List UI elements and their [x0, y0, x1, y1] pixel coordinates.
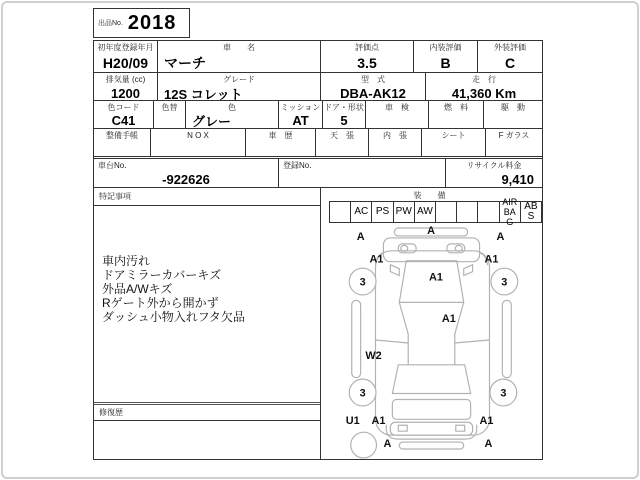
damage-code-labels: [346, 225, 508, 450]
field-transmission: [279, 101, 323, 128]
equipment-cell-aw: AW: [414, 201, 435, 223]
maintenance-book-value: [94, 141, 150, 156]
field-nox: [151, 129, 246, 156]
color-value: グレー: [192, 114, 232, 128]
front-glass-label: F ガラス: [498, 130, 530, 140]
registration-no-label: 登録No．: [283, 161, 318, 170]
field-maintenance-book: [94, 129, 151, 156]
first-registration-label: 初年度登録年月: [97, 43, 154, 52]
damage-diagram: [321, 223, 542, 459]
car-diagram-svg: [321, 223, 542, 459]
damage-code-w2: W2: [365, 349, 382, 362]
model-code-value: DBA-AK12: [340, 86, 406, 100]
field-seat: [422, 129, 486, 156]
door-trim-value: [369, 141, 421, 156]
field-door-trim: [369, 129, 422, 156]
door-trim-label: 内 張: [383, 130, 407, 140]
maintenance-book-label: 整備手帳: [106, 130, 138, 140]
field-recycle-fee: [446, 159, 542, 187]
damage-code-a: A: [427, 224, 435, 237]
transmission-value: AT: [292, 113, 309, 128]
doors-label: ドア・形状: [324, 102, 364, 112]
damage-code-a1: A1: [441, 313, 456, 326]
transmission-label: ミッション: [280, 102, 321, 112]
registration-no-value: [279, 172, 445, 187]
car-name-value: マーチ: [164, 55, 206, 71]
repair-history-header: 修復歴: [94, 402, 320, 421]
equipment-cell: [477, 201, 498, 223]
lower-section: [94, 188, 542, 459]
headliner-value: [316, 141, 368, 156]
grade-label: グレード: [223, 75, 255, 84]
equipment-cell-abs: ABS: [520, 201, 542, 223]
remarks-list: [94, 206, 320, 402]
field-color: [186, 101, 279, 128]
damage-code-a1: A1: [428, 271, 443, 284]
remark-line: 車内汚れ: [102, 254, 151, 268]
recycle-fee-label: リサイクル料金: [466, 161, 522, 170]
remark-line: ドアミラーカバーキズ: [102, 268, 222, 282]
grade-value: 12S コレット: [164, 86, 243, 100]
color-code-value: C41: [111, 113, 136, 128]
damage-code-a: A: [383, 438, 392, 451]
field-color-code: [94, 101, 154, 128]
field-exterior-grade: [478, 41, 542, 72]
remark-line: Rゲート外から開かず: [102, 296, 219, 310]
field-car-name: [158, 41, 321, 72]
equipment-header: 装 備: [413, 191, 450, 200]
damage-code-a1: A1: [369, 253, 384, 266]
chassis-no-label: 車台No．: [98, 161, 133, 170]
interior-grade-value: B: [440, 55, 451, 71]
interior-grade-label: 内装評価: [429, 43, 462, 52]
history-value: [246, 141, 315, 156]
field-interior-grade: [414, 41, 478, 72]
spare-tire-circle: [351, 432, 377, 458]
drive-label: 駆 動: [501, 102, 525, 112]
field-mileage: [426, 73, 542, 100]
field-inspection: [366, 101, 429, 128]
field-fuel: [429, 101, 484, 128]
auction-sheet: [93, 40, 543, 460]
damage-code-a1: A1: [371, 415, 386, 428]
equipment-cell-ac: AC: [350, 201, 371, 223]
field-drive: [484, 101, 542, 128]
first-registration-value: H20/09: [102, 55, 149, 71]
remarks-header: 特記事項: [94, 188, 320, 206]
damage-code-u1: U1: [345, 415, 360, 428]
equipment-cell: [456, 201, 477, 223]
field-score: [321, 41, 414, 72]
chassis-no-value: -922626: [162, 172, 210, 187]
drive-value: [484, 113, 542, 128]
damage-code-3: 3: [359, 276, 366, 289]
equipment-cell: [329, 201, 350, 223]
damage-code-3: 3: [500, 387, 507, 400]
score-value: 3.5: [357, 55, 377, 71]
field-color-change: [154, 101, 186, 128]
row-chassis-recycle: [94, 158, 542, 188]
fuel-label: 燃 料: [444, 102, 468, 112]
damage-code-3: 3: [501, 276, 508, 289]
damage-code-a: A: [356, 230, 365, 243]
row-color-transmission: [94, 101, 542, 129]
fuel-value: [429, 113, 483, 128]
color-change-value: [154, 113, 185, 128]
field-chassis-no: [94, 159, 279, 187]
score-label: 評価点: [355, 43, 379, 52]
equipment-row: [329, 197, 542, 227]
displacement-value: 1200: [111, 86, 140, 100]
lot-number-box: [93, 8, 190, 38]
remark-line: 外品A/Wキズ: [102, 282, 173, 296]
field-grade: [158, 73, 321, 100]
headliner-label: 天 張: [330, 130, 354, 140]
model-code-label: 型 式: [361, 75, 385, 84]
lot-number-label: 出品No.: [98, 20, 123, 27]
field-front-glass: [486, 129, 542, 156]
field-history: [246, 129, 316, 156]
car-wheels: [349, 268, 517, 458]
car-name-label: 車 名: [223, 43, 255, 52]
equipment-cell-pw: PW: [393, 201, 414, 223]
exterior-grade-label: 外装評価: [494, 43, 526, 52]
damage-code-a1: A1: [484, 253, 499, 266]
field-displacement: [94, 73, 158, 100]
equipment-cell: [435, 201, 456, 223]
seat-value: [422, 141, 485, 156]
displacement-label: 排気量 (cc): [105, 75, 146, 84]
damage-code-a: A: [484, 438, 493, 451]
history-label: 車 歴: [268, 130, 293, 140]
recycle-fee-value: 9,410: [501, 172, 534, 187]
row-engine-grade: [94, 73, 542, 101]
remark-line: ダッシュ小物入れフタ欠品: [102, 310, 245, 324]
equipment-panel: [321, 188, 542, 459]
mileage-value: 41,360 Km: [451, 86, 517, 100]
repair-history-value: [94, 421, 320, 459]
damage-code-a: A: [496, 230, 505, 243]
field-first-registration: [94, 41, 158, 72]
seat-label: シート: [441, 130, 466, 140]
nox-value: [151, 141, 245, 156]
field-doors: [323, 101, 366, 128]
row-condition-flags: [94, 129, 542, 157]
lot-number-value: 2018: [127, 11, 177, 34]
remarks-panel: [94, 188, 321, 459]
color-change-label: 色替: [161, 102, 178, 112]
damage-code-a1: A1: [479, 415, 494, 428]
damage-code-3: 3: [359, 387, 366, 400]
inspection-label: 車 検: [385, 102, 409, 112]
color-label: 色: [228, 102, 236, 112]
equipment-cell-airbag: AIR BAG: [499, 201, 520, 223]
mileage-label: 走 行: [472, 75, 496, 84]
row-registration: [94, 41, 542, 73]
equipment-cell-ps: PS: [371, 201, 392, 223]
field-model-code: [321, 73, 426, 100]
nox-label: N O X: [187, 130, 209, 140]
color-code-label: 色コード: [107, 102, 140, 112]
doors-value: 5: [340, 113, 348, 128]
inspection-value: [366, 113, 428, 128]
front-glass-value: [486, 141, 542, 156]
exterior-grade-value: C: [504, 55, 516, 71]
field-registration-no: [279, 159, 446, 187]
field-headliner: [316, 129, 369, 156]
